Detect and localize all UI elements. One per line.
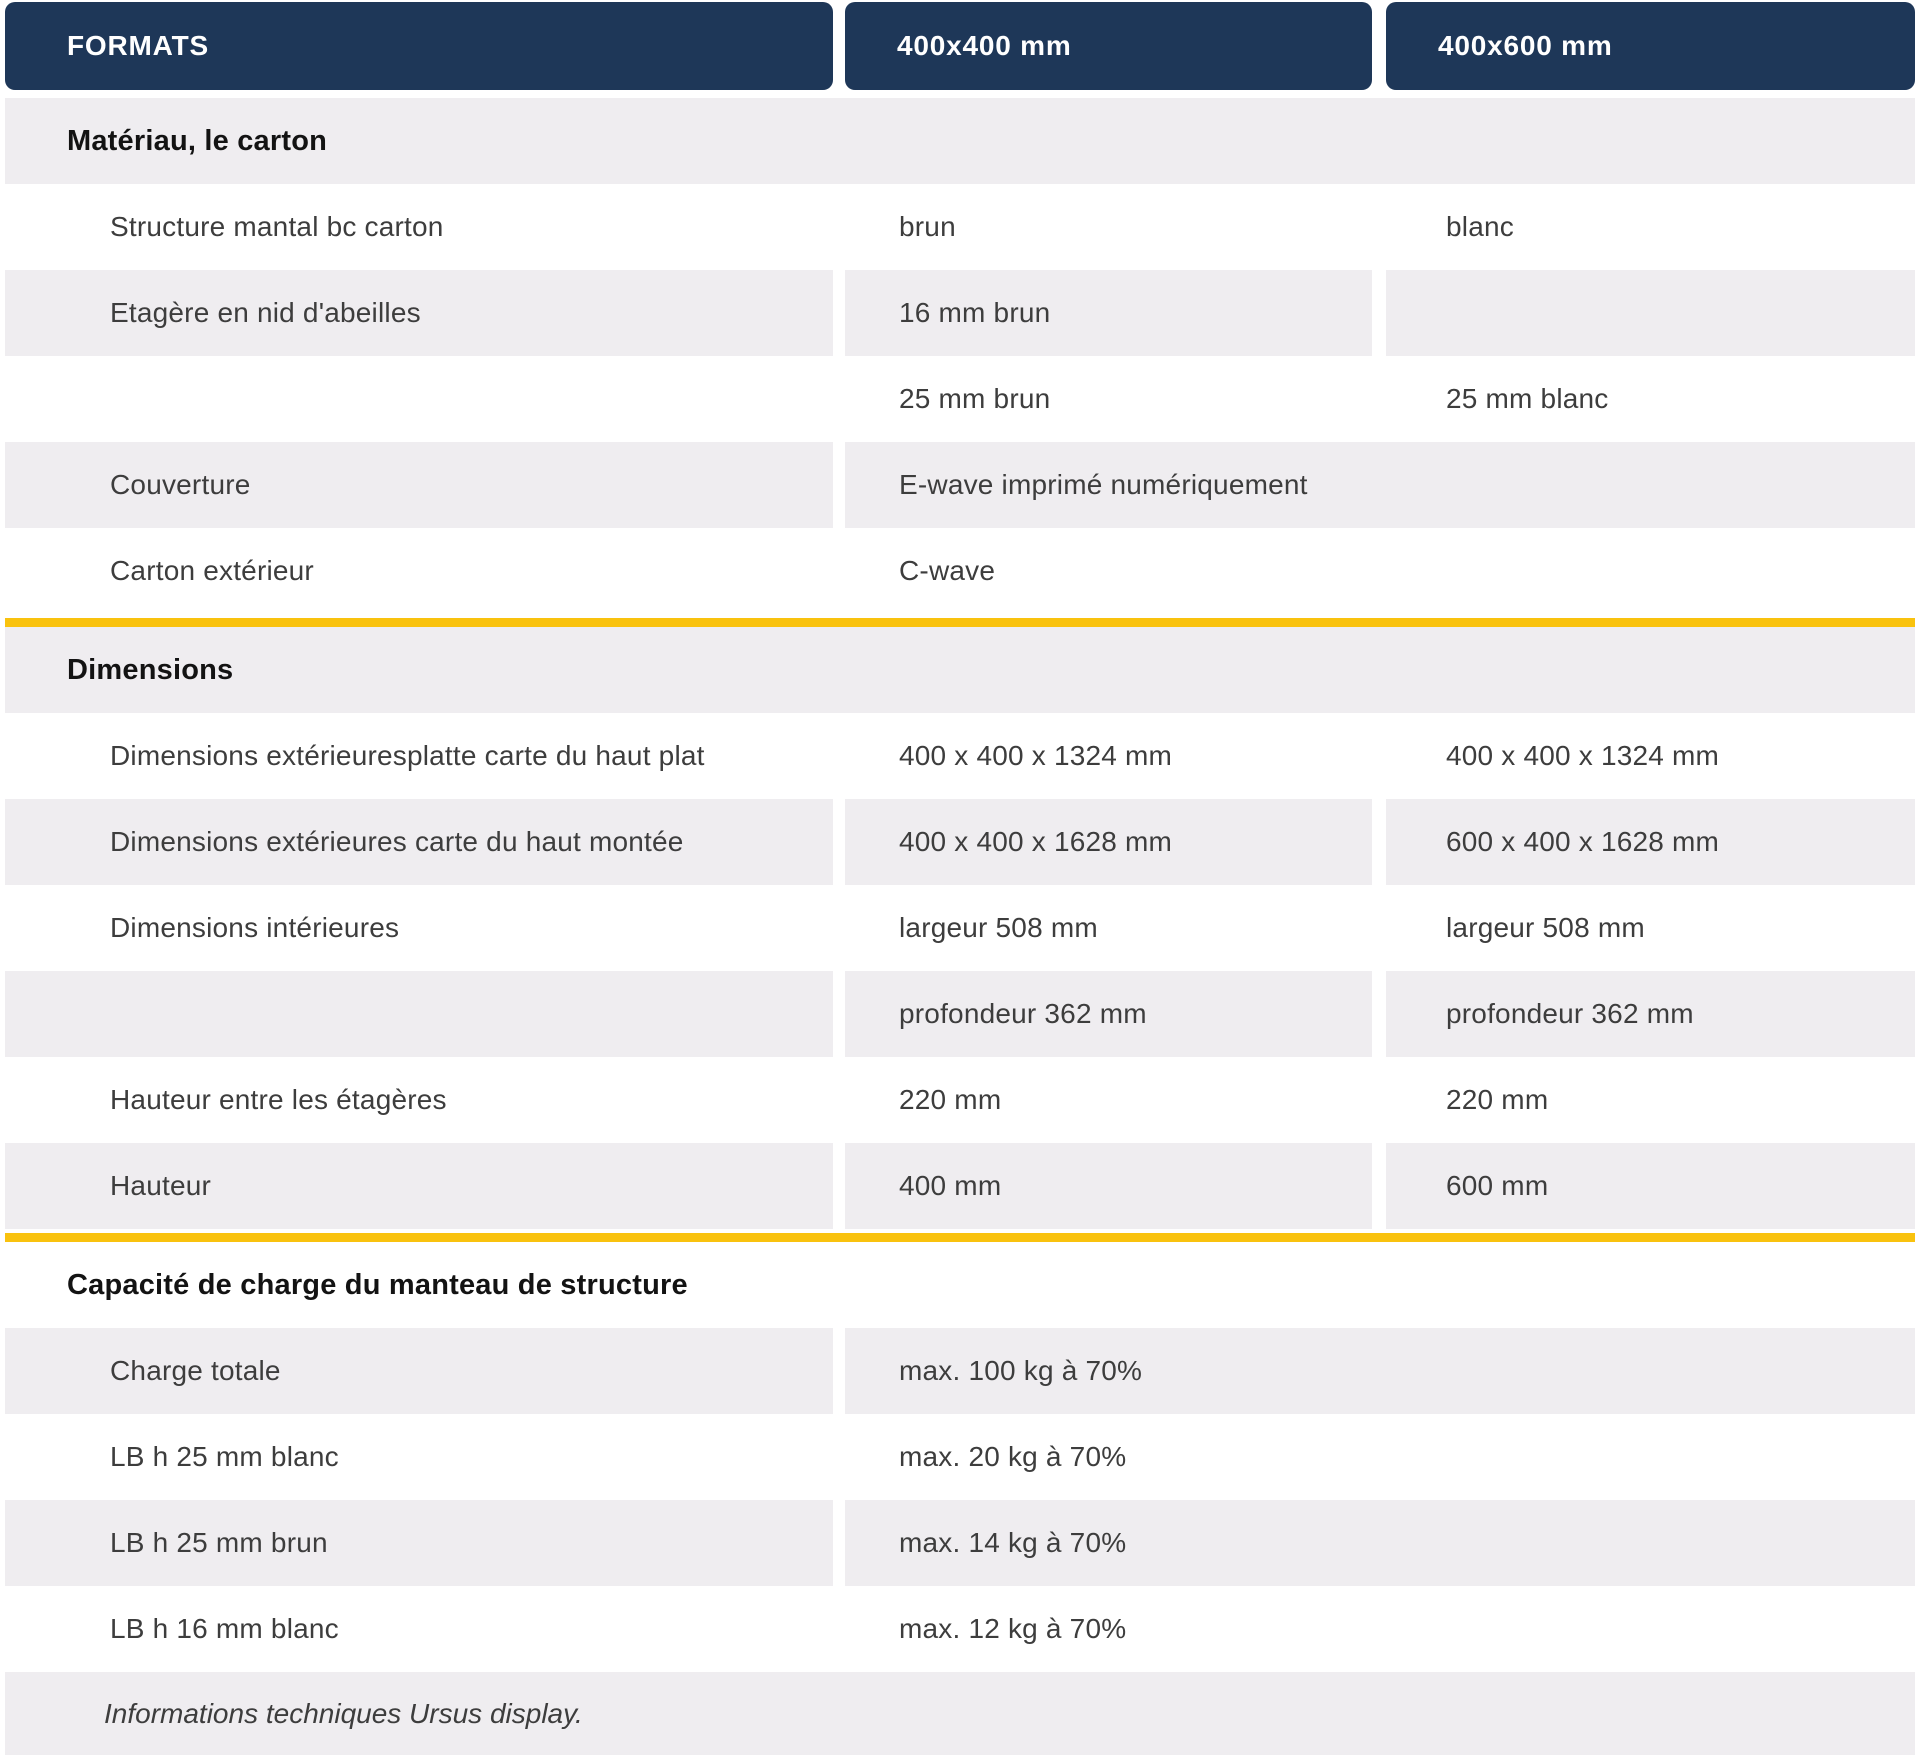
table-row <box>5 1500 1915 1586</box>
row-label: Dimensions extérieuresplatte carte du haut plat <box>110 740 705 771</box>
row-value-merged: max. 14 kg à 70% <box>845 1500 1915 1586</box>
row-value-400x400: 400 mm <box>845 1143 1372 1229</box>
table-row <box>5 528 1915 614</box>
row-label <box>5 971 833 1057</box>
row-value-400x400: 220 mm <box>899 1084 1002 1115</box>
header-400x400-label: 400x400 mm <box>897 30 1072 61</box>
row-value-400x400: 400 x 400 x 1324 mm <box>899 740 1173 771</box>
footer-note: Informations techniques Ursus display. <box>5 1672 1915 1755</box>
header-cell-400x600 <box>1386 2 1915 90</box>
row-value-400x600: blanc <box>1446 211 1514 242</box>
row-value-400x400: profondeur 362 mm <box>845 971 1372 1057</box>
yellow-divider <box>5 614 1915 627</box>
row-value-merged: max. 100 kg à 70% <box>845 1328 1915 1414</box>
yellow-divider <box>5 1229 1915 1242</box>
table-header-row <box>5 2 1915 90</box>
row-value-400x600: profondeur 362 mm <box>1386 971 1915 1057</box>
section-row-capacite <box>5 1242 1915 1328</box>
row-label: LB h 25 mm blanc <box>110 1441 339 1472</box>
table-row <box>5 971 1915 1057</box>
row-label: Dimensions extérieures carte du haut montée <box>5 799 833 885</box>
row-value-400x400: brun <box>899 211 956 242</box>
section-title: Dimensions <box>5 627 1915 713</box>
table-row <box>5 713 1915 799</box>
header-cell-400x400 <box>845 2 1372 90</box>
row-label: Dimensions intérieures <box>110 912 400 943</box>
section-title: Matériau, le carton <box>5 98 1915 184</box>
section-title: Capacité de charge du manteau de structure <box>67 1268 688 1301</box>
row-value-400x600 <box>1386 270 1915 356</box>
header-formats-label: FORMATS <box>67 30 209 61</box>
table-row <box>5 1586 1915 1672</box>
section-row-materiau <box>5 98 1915 184</box>
row-value-merged: max. 12 kg à 70% <box>899 1613 1127 1644</box>
row-value-400x600: 220 mm <box>1446 1084 1549 1115</box>
table-row <box>5 184 1915 270</box>
row-value-400x600: 400 x 400 x 1324 mm <box>1446 740 1720 771</box>
row-value-400x400: largeur 508 mm <box>899 912 1098 943</box>
table-row <box>5 442 1915 528</box>
table-row <box>5 356 1915 442</box>
row-label: Hauteur <box>5 1143 833 1229</box>
header-gutter-1 <box>833 2 845 90</box>
table-row <box>5 885 1915 971</box>
table-row <box>5 1057 1915 1143</box>
row-label: Etagère en nid d'abeilles <box>5 270 833 356</box>
table-row <box>5 799 1915 885</box>
row-label: Couverture <box>5 442 833 528</box>
table-row <box>5 1414 1915 1500</box>
row-label <box>5 356 833 442</box>
row-value-merged: max. 20 kg à 70% <box>899 1441 1127 1472</box>
section-row-dimensions <box>5 627 1915 713</box>
row-label: LB h 16 mm blanc <box>110 1613 339 1644</box>
row-value-merged: E-wave imprimé numériquement <box>845 442 1915 528</box>
row-value-400x600: largeur 508 mm <box>1446 912 1645 943</box>
row-value-400x600: 600 x 400 x 1628 mm <box>1386 799 1915 885</box>
row-value-400x400: 400 x 400 x 1628 mm <box>845 799 1372 885</box>
row-value-400x400: 25 mm brun <box>899 383 1051 414</box>
row-value-400x400: 16 mm brun <box>845 270 1372 356</box>
row-value-400x600: 600 mm <box>1386 1143 1915 1229</box>
table-row <box>5 1328 1915 1414</box>
row-label: Carton extérieur <box>110 555 314 586</box>
row-label: Structure mantal bc carton <box>110 211 444 242</box>
header-gutter-2 <box>1372 2 1386 90</box>
table-row <box>5 270 1915 356</box>
table-footer-row <box>5 1672 1915 1755</box>
header-400x600-label: 400x600 mm <box>1438 30 1613 61</box>
header-cell-formats <box>5 2 833 90</box>
row-label: LB h 25 mm brun <box>5 1500 833 1586</box>
table-row <box>5 1143 1915 1229</box>
row-label: Charge totale <box>5 1328 833 1414</box>
row-label: Hauteur entre les étagères <box>110 1084 447 1115</box>
row-value-400x600: 25 mm blanc <box>1446 383 1609 414</box>
row-value-merged: C-wave <box>899 555 996 586</box>
